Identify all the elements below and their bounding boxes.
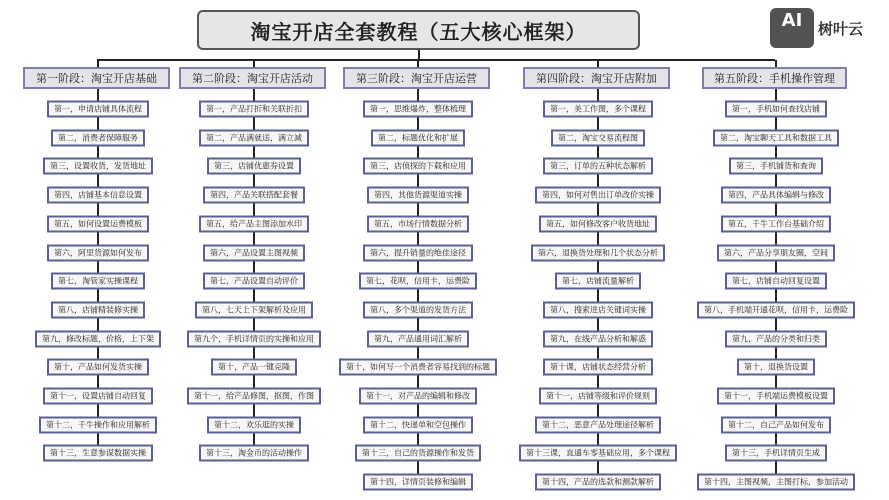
lesson-item: 第三，订单的五种状态解析 [543,158,653,175]
lesson-item: 第六，提升销量的绝佳途径 [363,244,473,261]
lesson-item: 第十四，主图视频，主图打标，参加活动 [697,474,855,491]
lesson-item: 第三，店侦探的下载和应用 [363,158,473,175]
lesson-item: 第四，店铺基本信息设置 [47,187,149,204]
lesson-item: 第九，产品通用词汇解析 [367,330,469,347]
lesson-item: 第九，修改标题，价格，上下架 [35,330,161,347]
lesson-item: 第十三，淘金币的活动操作 [199,445,309,462]
lesson-item: 第五，市场行情数据分析 [367,215,469,232]
lesson-item: 第七，淘管家实操课程 [51,273,145,290]
lesson-item: 第十一，对产品的编辑和修改 [359,388,477,405]
lesson-item: 第十一，设置店铺自动回复 [43,388,153,405]
lesson-item: 第十，退换货设置 [737,359,815,376]
lesson-item: 第一，产品打折和关联折扣 [199,101,309,118]
lesson-item: 第十二，千牛操作和应用解析 [39,416,157,433]
lesson-item: 第十三，生意参谋数据实操 [43,445,153,462]
lesson-item: 第十三，自己的货源操作和发货 [355,445,481,462]
lesson-item: 第十二，恶意产品处理途径解析 [535,416,661,433]
lesson-item: 第十一，手机端运费模板设置 [717,388,835,405]
lesson-item: 第二，淘宝交易流程图 [551,129,645,146]
lesson-item: 第十，产品如何发货实操 [47,359,149,376]
stage-header: 第三阶段：淘宝开店运营 [343,67,490,89]
stage-header: 第一阶段：淘宝开店基础 [23,67,170,89]
watermark [770,8,863,48]
lesson-item: 第十二，欢乐逛的实操 [207,416,301,433]
lesson-item: 第八，七天上下架解析及应用 [195,301,313,318]
lesson-item: 第十，产品一键克隆 [211,359,297,376]
lesson-item: 第七，店铺流量解析 [555,273,641,290]
lesson-item: 第三，手机铺货和查询 [729,158,823,175]
lesson-item: 第十，如何写一个消费者容易找到的标题 [339,359,497,376]
lesson-item: 第九，在线产品分析和解惑 [543,330,653,347]
stage-header: 第五阶段：手机操作管理 [702,67,847,89]
watermark-text: 树叶云 [818,19,864,38]
lesson-item: 第七，产品设置自动评价 [203,273,305,290]
lesson-item: 第十课，店铺状态经营分析 [543,359,653,376]
lesson-item: 第二，消费者保障服务 [51,129,145,146]
lesson-item: 第十一，店铺等级和评价规则 [539,388,657,405]
lesson-item: 第十四，详情页装修和编辑 [363,474,473,491]
lesson-item: 第二，标题优化和扩展 [371,129,465,146]
lesson-item: 第八，搜索进店关键词实操 [543,301,653,318]
lesson-item: 第七，店铺自动回复设置 [725,273,827,290]
lesson-item: 第九个，手机详情页的实操和应用 [187,330,321,347]
lesson-item: 第四，产品具体编辑与修改 [721,187,831,204]
lesson-item: 第四，其他货源渠道实操 [367,187,469,204]
lesson-item: 第十三课，直通车零基础应用，多个课程 [519,445,677,462]
lesson-item: 第六，阿里货源如何发布 [47,244,149,261]
stage-bus-line [97,59,775,61]
stage-header: 第四阶段：淘宝开店附加 [523,67,670,89]
lesson-item: 第五，如何修改客户收货地址 [539,215,657,232]
lesson-item: 第十一，给产品修图，抠图，作图 [187,388,321,405]
lesson-item: 第十二，快递单和空包操作 [363,416,473,433]
lesson-item: 第八，多个渠道的发货方法 [363,301,473,318]
lesson-item: 第十三，手机详情页生成 [725,445,827,462]
lesson-item: 第八，店铺精装修实操 [51,301,145,318]
lesson-item: 第五，千牛工作台基础介绍 [721,215,831,232]
stage-header: 第二阶段：淘宝开店活动 [179,67,326,89]
lesson-item: 第四，产品关联搭配套餐 [203,187,305,204]
lesson-item: 第六，产品设置主图视频 [203,244,305,261]
lesson-item: 第三，店铺优惠券设置 [207,158,301,175]
lesson-item: 第一，手机如何查找店铺 [725,101,827,118]
lesson-item: 第七，花呗，信用卡，运费险 [359,273,477,290]
lesson-item: 第六，产品分享朋友圈，空间 [717,244,835,261]
lesson-item: 第九，产品的分类和归类 [725,330,827,347]
lesson-item: 第六，退换货处理和几个状态分析 [531,244,665,261]
lesson-item: 第三，设置收货，发货地址 [43,158,153,175]
lesson-item: 第十四，产品的选款和测款解析 [535,474,661,491]
lesson-item: 第十二，自己产品如何发布 [721,416,831,433]
lesson-item: 第五，给产品主图添加水印 [199,215,309,232]
lesson-item: 第八，手机端开通花呗，信用卡，运费险 [697,301,855,318]
lesson-item: 第二，产品满就送，满立减 [199,129,309,146]
lesson-item: 第一，思维爆炸，整体梳理 [363,101,473,118]
lesson-item: 第一，美工作图，多个课程 [543,101,653,118]
lesson-item: 第四，如何对售出订单改价实操 [535,187,661,204]
lesson-item: 第五，如何设置运费模板 [47,215,149,232]
lesson-item: 第一，申请店铺具体流程 [47,101,149,118]
lesson-item: 第二，淘宝聊天工具和数据工具 [713,129,839,146]
diagram-title: 淘宝开店全套教程（五大核心框架） [197,10,640,50]
watermark-logo-icon: AI [770,8,814,48]
